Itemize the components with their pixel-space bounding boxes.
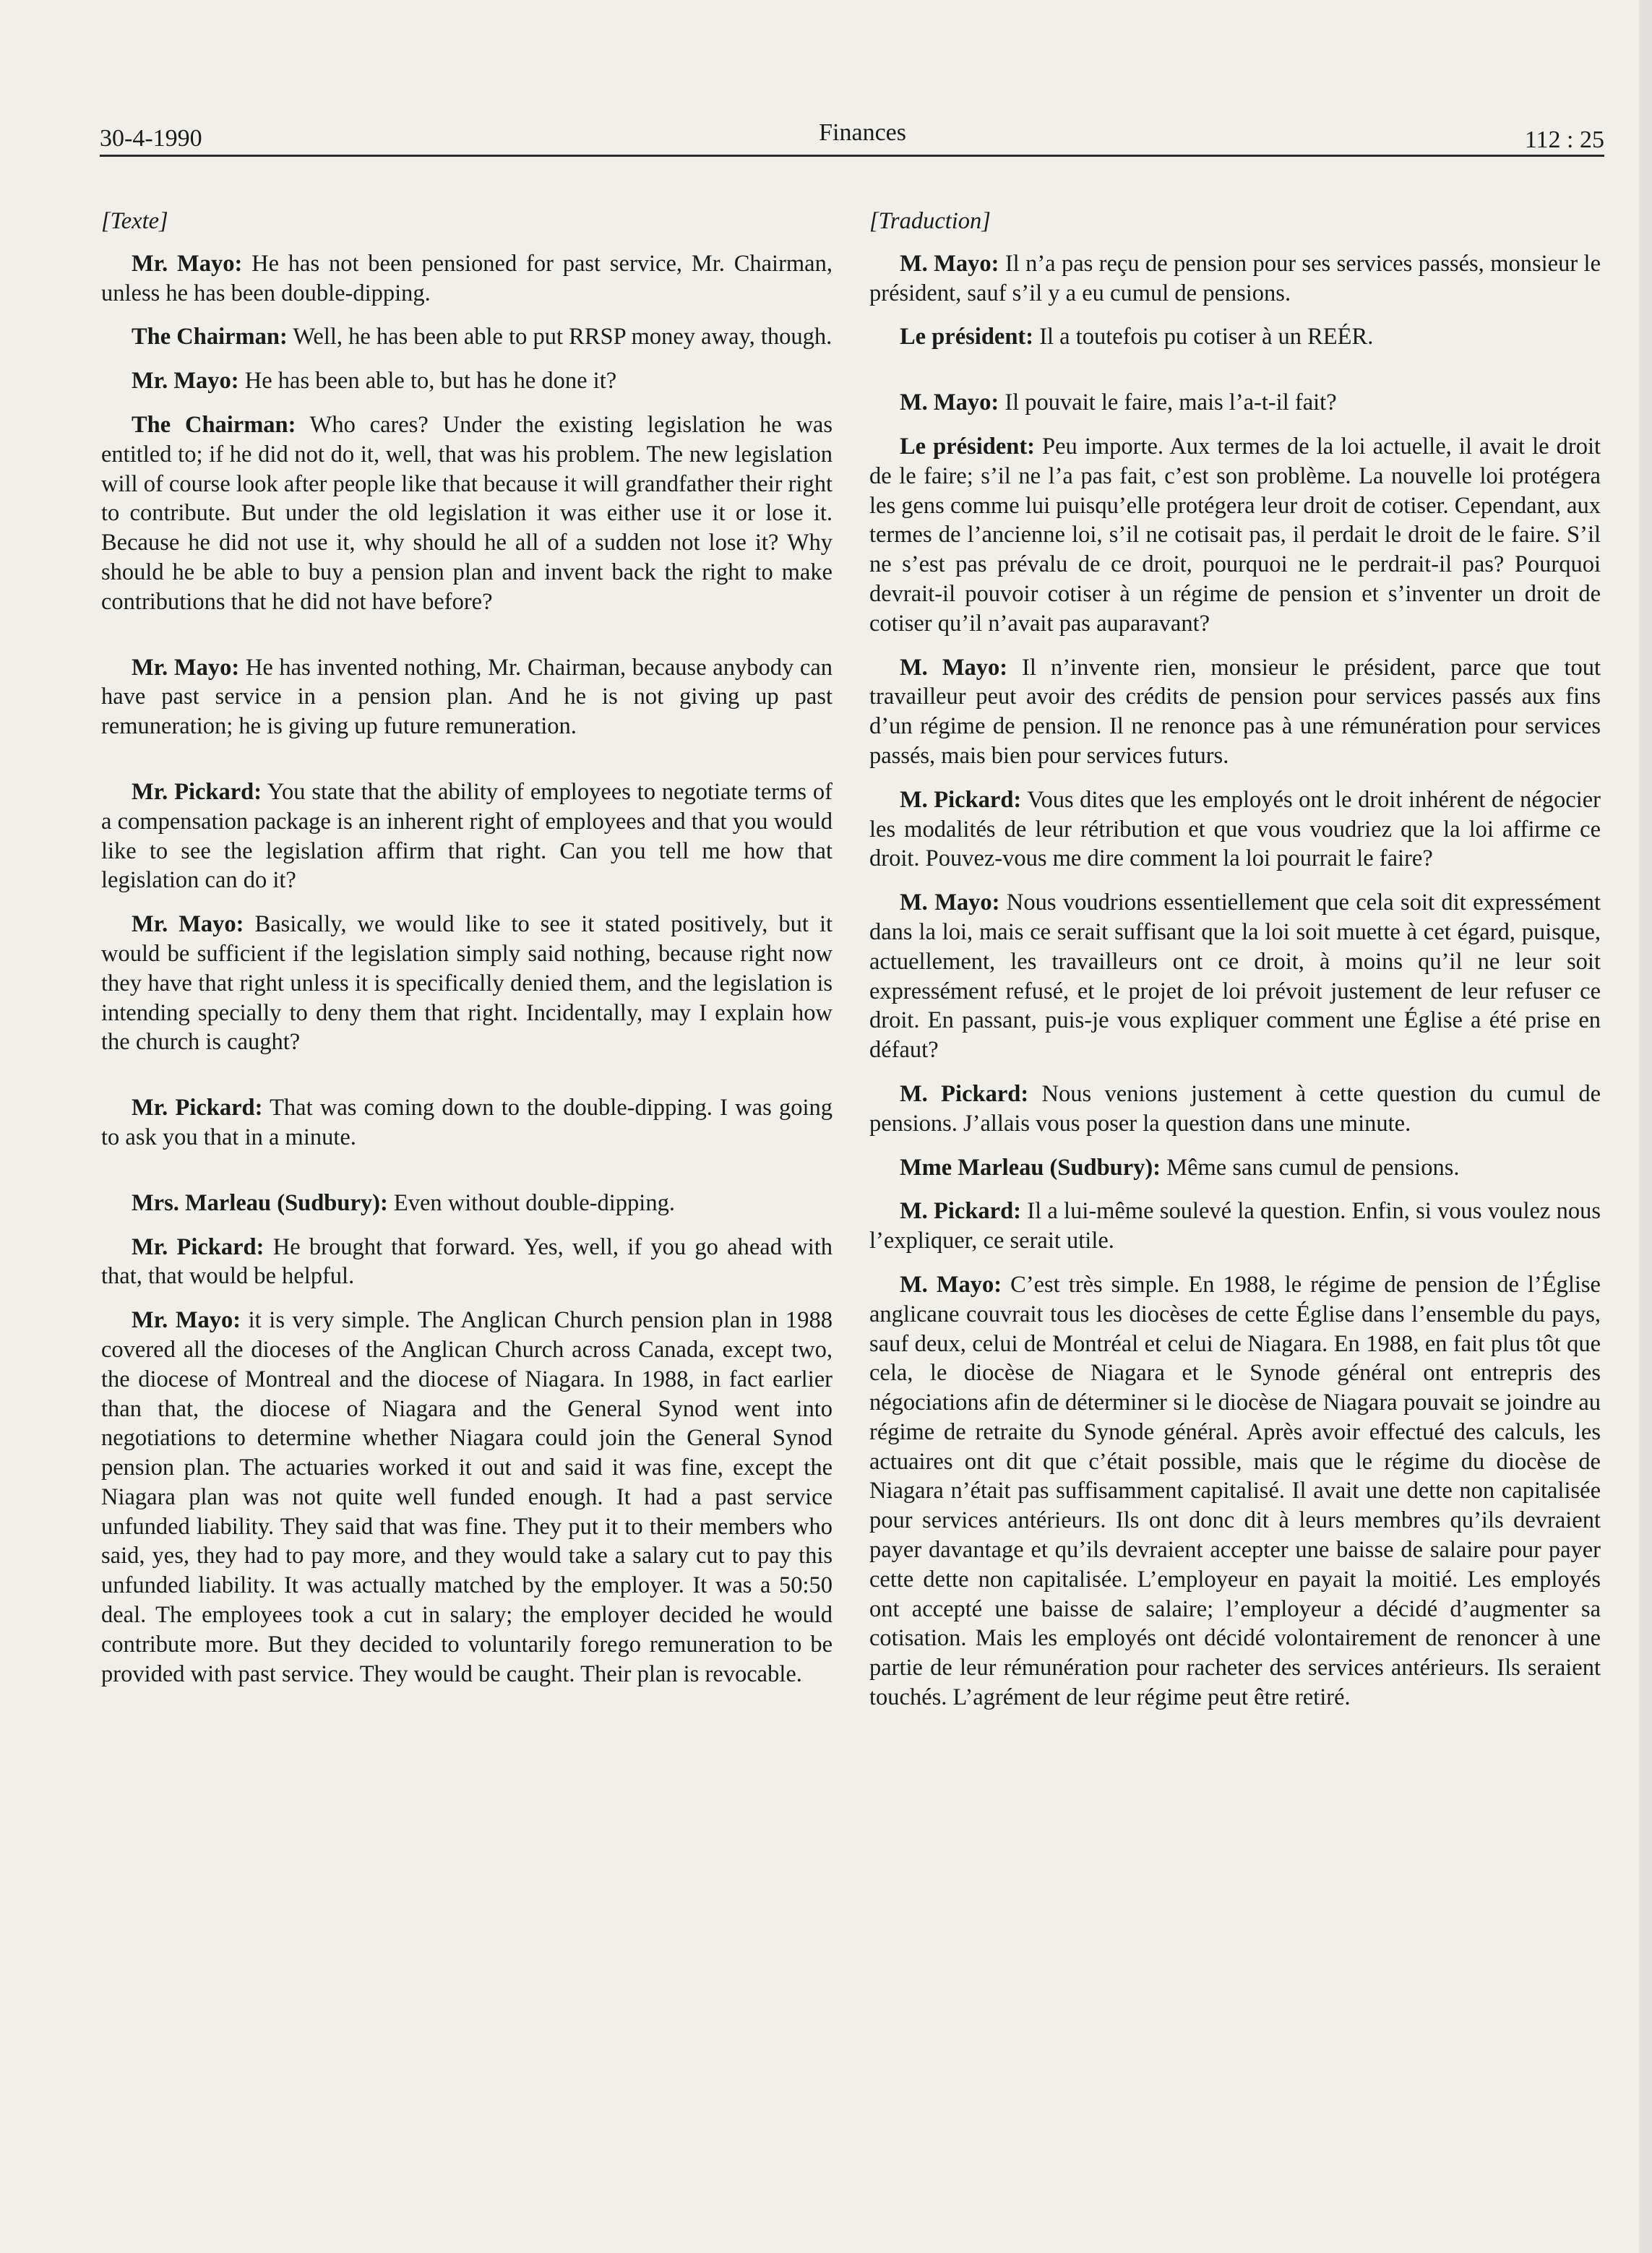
speaker: M. Pickard: [900, 1198, 1022, 1225]
speaker: M. Mayo: [900, 250, 999, 277]
paragraph [869, 653, 1601, 771]
speech: Il pouvait le faire, mais l’a-t-il fait? [1004, 389, 1337, 416]
header-page-number: 112 : 25 [1524, 126, 1604, 153]
speech: Nous voudrions essentiellement que cela soit dit expressément dans la loi, mais ce serait suffisant que la loi soit muette à cet égard, puisque, actuellement, les travailleurs ont ce droit, à moins qu’il ne leur soit expressément refusé, et le projet de loi prévoit justement de leur refuser ce droit. En passant, puis-je vous expliquer comment une Église a été prise en défaut? [869, 889, 1601, 1064]
speaker: M. Pickard: [900, 786, 1022, 813]
speaker: M. Mayo: [900, 654, 1008, 681]
paragraph [101, 910, 833, 1057]
speech: C’est très simple. En 1988, le régime de pension de l’Église anglicane couvrait tous les diocèses de cette Église dans l’ensemble du pays, sauf deux, celui de Montréal et celui de Niagara. En 1988, en fait plus tôt que cela, le diocèse de Niagara et le Synode général ont entrepris des négociations afin de déterminer si le diocèse de Niagara pouvait se joindre au régime de retraite du Synode général. Après avoir effectué des calculs, les actuaires ont dit que c’était possible, mais que le régime du diocèse de Niagara n’était pas suffisamment capitalisé. Il avait une dette non capitalisée pour services antérieurs. Ils ont donc dit à leurs membres qu’ils devraient payer davantage et qu’ils devraient accepter une baisse de salaire pour payer cette dette non capitalisée. L’employeur en payait la moitié. Les employés ont accepté une baisse de salaire; l’employeur a décidé d’augmenter sa cotisation. Mais les employés ont décidé volontairement de renoncer à une partie de leur rémunération pour racheter des services antérieurs. Ils seraient touchés. L’agrément de leur régime peut être retiré. [869, 1271, 1601, 1711]
paragraph [869, 785, 1601, 874]
speaker: Mr. Mayo: [132, 911, 244, 938]
paragraph [869, 1270, 1601, 1713]
english-column [101, 207, 833, 1703]
speech: You state that the ability of employees to negotiate terms of a compensation package is an inherent right of employees and that you would like to see the legislation affirm that right. Can you tell me how that legislation can do it? [101, 778, 833, 894]
speaker: M. Mayo: [900, 1271, 1002, 1298]
speaker: Mr. Pickard: [132, 1095, 263, 1121]
column-tag: [Texte] [101, 208, 168, 234]
speech: Even without double-dipping. [393, 1189, 675, 1216]
paragraph [101, 653, 833, 741]
paragraph [101, 777, 833, 895]
paragraph [869, 322, 1601, 352]
paragraph [101, 249, 833, 309]
paragraph [869, 1080, 1601, 1139]
paragraph [869, 1197, 1601, 1256]
speech: Il n’invente rien, monsieur le président, parce que tout travailleur peut avoir des crédits de pension pour services passés aux fins d’un régime de pension. Il ne renonce pas à une rémunération pour services passés, mais bien pour services futurs. [869, 654, 1601, 769]
speech: He brought that forward. Yes, well, if you go ahead with that, that would be helpful. [101, 1233, 833, 1290]
paragraph [869, 1153, 1601, 1183]
speech: That was coming down to the double-dipping. I was going to ask you that in a minute. [101, 1095, 833, 1150]
speech: Il a lui-même soulevé la question. Enfin, si vous voulez nous l’expliquer, ce serait utile. [869, 1198, 1601, 1254]
scan-edge [1639, 0, 1652, 2253]
paragraph [869, 888, 1601, 1065]
speech: Who cares? Under the existing legislation he was entitled to; if he did not do it, well, that was his problem. The new legislation will of course look after people like that because it will grandfather their right to contribute. But under the old legislation it was either use it or lose it. Because he did not use it, why should he all of a sudden not lose it? Why should he be able to buy a pension plan and invent back the right to make contributions that he did not have before? [101, 411, 833, 615]
speaker: Mr. Mayo: [132, 368, 239, 395]
header-rule [100, 155, 1604, 157]
speech: He has invented nothing, Mr. Chairman, because anybody can have past service in a pension plan. And he is not giving up past remuneration; he is giving up future remuneration. [101, 654, 833, 740]
speech: Well, he has been able to put RRSP money away, though. [293, 324, 833, 350]
speaker: Le président: [900, 433, 1035, 460]
speaker: Le président: [900, 324, 1034, 350]
speech: He has been able to, but has he done it? [244, 368, 617, 395]
paragraph [869, 432, 1601, 639]
paragraph [101, 1189, 833, 1218]
speaker: M. Pickard: [900, 1080, 1029, 1107]
header-title: Finances [819, 119, 906, 146]
french-column [869, 207, 1601, 1727]
speaker: Mr. Mayo: [132, 654, 240, 681]
speaker: Mr. Mayo: [132, 1307, 241, 1334]
paragraph [101, 322, 833, 352]
speech: Basically, we would like to see it stated positively, but it would be sufficient if the legislation simply said nothing, because right now they have that right unless it is specifically denied them, and the legislation is intending specially to deny them that right. Incidentally, may I explain how the church is caught? [101, 911, 833, 1056]
speech: He has not been pensioned for past service, Mr. Chairman, unless he has been double-dipping. [101, 250, 833, 306]
paragraph [869, 249, 1601, 309]
speech: Il a toutefois pu cotiser à un REÉR. [1039, 324, 1374, 350]
paragraph [101, 1233, 833, 1292]
speaker: Mr. Pickard: [132, 1233, 264, 1260]
speaker: M. Mayo: [900, 889, 1000, 916]
header-date: 30-4-1990 [100, 125, 202, 152]
speech: Vous dites que les employés ont le droit inhérent de négocier les modalités de leur rétribution et que vous voudriez que la loi affirme ce droit. Pouvez-vous me dire comment la loi pourrait le faire? [869, 786, 1601, 872]
speaker: Mr. Pickard: [132, 778, 262, 805]
speaker: Mr. Mayo: [132, 250, 243, 277]
column-tag: [Traduction] [869, 208, 991, 234]
speaker: M. Mayo: [900, 389, 999, 416]
speech: Peu importe. Aux termes de la loi actuelle, il avait le droit de le faire; s’il ne l’a pas fait, c’est son problème. La nouvelle loi protégera les gens comme lui puisqu’elle protégera leur droit de cotiser. Cependant, aux termes de l’ancienne loi, s’il ne cotisait pas, il perdait le droit de le faire. S’il ne s’est pas prévalu de ce droit, pourquoi ne le perdrait-il pas? Pourquoi devrait-il pouvoir cotiser à un régime de pension et s’inventer un droit de cotiser qu’il n’avait pas auparavant? [869, 433, 1601, 637]
speaker: Mrs. Marleau (Sudbury): [132, 1189, 388, 1216]
speech: it is very simple. The Anglican Church pension plan in 1988 covered all the dioceses of the Anglican Church across Canada, except two, the diocese of Montreal and the diocese of Niagara. In 1988, in fact earlier than that, the diocese of Niagara and the General Synod went into negotiations to determine whether Niagara could join the General Synod pension plan. The actuaries worked it out and said it was fine, except the Niagara plan was not quite well funded enough. It had a past service unfunded liability. They said that was fine. They put it to their members who said, yes, they had to pay more, and they would take a salary cut to pay this unfunded liability. It was actually matched by the employer. It was a 50:50 deal. The employees took a cut in salary; the employer decided he would contribute more. But they decided to voluntarily forego remuneration to be provided with past service. They would be caught. Their plan is revocable. [101, 1307, 833, 1687]
speaker: The Chairman: [132, 324, 288, 350]
speech: Il n’a pas reçu de pension pour ses services passés, monsieur le président, sauf s’il y a eu cumul de pensions. [869, 250, 1601, 306]
paragraph [101, 410, 833, 617]
speaker: Mme Marleau (Sudbury): [900, 1154, 1161, 1181]
speech: Même sans cumul de pensions. [1166, 1154, 1460, 1181]
speaker: The Chairman: [132, 411, 296, 438]
paragraph [101, 1306, 833, 1689]
speech: Nous venions justement à cette question du cumul de pensions. J’allais vous poser la question dans une minute. [869, 1080, 1601, 1137]
paragraph [101, 1093, 833, 1153]
paragraph [101, 366, 833, 396]
paragraph [869, 388, 1601, 418]
